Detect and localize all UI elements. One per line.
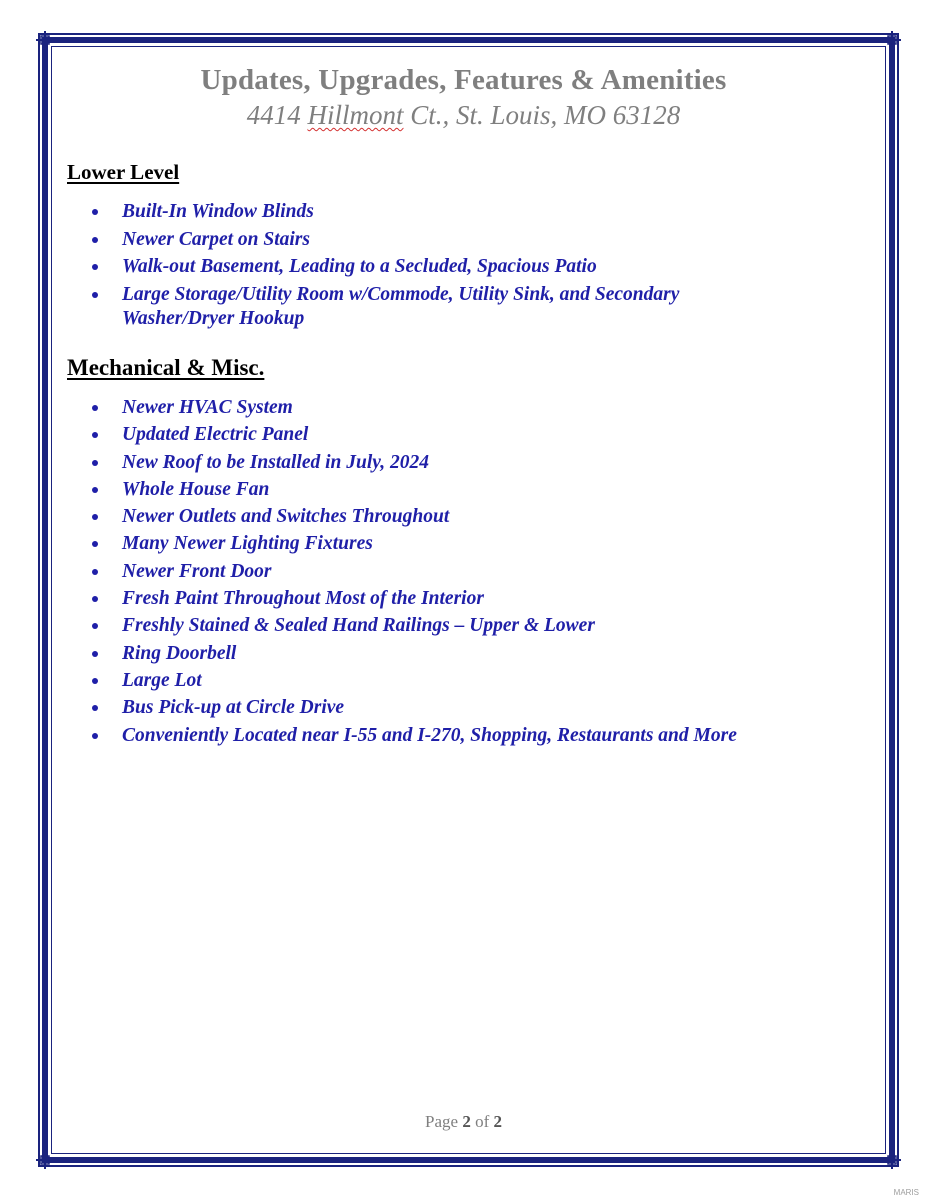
corner-ornament-bottom-left: [36, 1151, 54, 1169]
list-item-text: Whole House Fan: [122, 478, 270, 500]
list-item-text: Updated Electric Panel: [122, 424, 309, 446]
list-item-text: New Roof to be Installed in July, 2024: [122, 451, 429, 473]
bullet-icon: [92, 541, 98, 547]
list-item: [90, 200, 830, 224]
bullet-icon: [92, 514, 98, 520]
bullet-icon: [92, 651, 98, 657]
list-item-text: Newer Carpet on Stairs: [122, 228, 310, 250]
list-item-text: Large Storage/Utility Room w/Commode, Utility Sink, and Secondary Washer/Dryer Hookup: [122, 283, 680, 329]
source-watermark: MARIS: [893, 1188, 919, 1197]
list-item: [90, 396, 830, 420]
corner-ornament-top-left: [36, 31, 54, 49]
bullet-icon: [92, 569, 98, 575]
list-item-text: Many Newer Lighting Fixtures: [122, 533, 373, 555]
list-item-text: Bus Pick-up at Circle Drive: [122, 697, 345, 719]
list-item: [90, 724, 830, 748]
list-item-text: Newer Front Door: [122, 560, 272, 582]
list-item: [90, 696, 830, 720]
list-item-text: Newer HVAC System: [122, 397, 293, 418]
address-street-name: Hillmont: [307, 100, 404, 130]
bullet-icon: [92, 264, 98, 270]
lower-level-list: [90, 200, 830, 334]
list-item: [90, 283, 830, 331]
page-current: 2: [462, 1112, 471, 1131]
list-item-text: Conveniently Located near I-55 and I-270, Shopping, Restaurants and More: [122, 724, 737, 746]
bullet-icon: [92, 623, 98, 629]
list-item: [90, 228, 830, 252]
list-item: [90, 587, 830, 611]
list-item-text: Large Lot: [122, 669, 202, 691]
list-item: [90, 614, 830, 638]
list-item: [90, 642, 830, 666]
list-item-text: Newer Outlets and Switches Throughout: [122, 506, 450, 528]
bullet-icon: [92, 432, 98, 438]
bullet-icon: [92, 733, 98, 739]
section-heading-mechanical: Mechanical & Misc.: [67, 355, 265, 380]
list-item: [90, 560, 830, 584]
list-item-text: Ring Doorbell: [122, 642, 237, 664]
bullet-icon: [92, 209, 98, 215]
page-label: Page: [425, 1112, 459, 1131]
bullet-icon: [92, 292, 98, 298]
property-address: [0, 100, 927, 131]
document-title: Updates, Upgrades, Features & Amenities: [200, 64, 727, 96]
bullet-icon: [92, 460, 98, 466]
list-item: [90, 532, 830, 556]
list-item: [90, 423, 830, 447]
bullet-icon: [92, 678, 98, 684]
address-remainder: Ct., St. Louis, MO 63128: [403, 100, 681, 130]
list-item: [90, 505, 830, 529]
list-item: [90, 255, 830, 279]
list-item: [90, 478, 830, 502]
corner-ornament-bottom-right: [883, 1151, 901, 1169]
mechanical-list: [90, 396, 830, 751]
corner-ornament-top-right: [883, 31, 901, 49]
list-item-text: Freshly Stained & Sealed Hand Railings – Upper & Lower: [122, 615, 595, 637]
list-item: [90, 669, 830, 693]
list-item-text: Walk-out Basement, Leading to a Secluded, Spacious Patio: [122, 256, 597, 277]
page-total: 2: [493, 1112, 502, 1131]
section-heading-lower-level: Lower Level: [67, 160, 180, 184]
list-item: [90, 451, 830, 475]
bullet-icon: [92, 705, 98, 711]
page-number: [0, 1112, 927, 1132]
page-of: of: [475, 1112, 490, 1131]
bullet-icon: [92, 237, 98, 243]
address-number: 4414: [246, 100, 308, 130]
bullet-icon: [92, 596, 98, 602]
bullet-icon: [92, 405, 98, 411]
list-item-text: Fresh Paint Throughout Most of the Interior: [122, 588, 484, 610]
list-item-text: Built-In Window Blinds: [122, 201, 314, 222]
bullet-icon: [92, 487, 98, 493]
